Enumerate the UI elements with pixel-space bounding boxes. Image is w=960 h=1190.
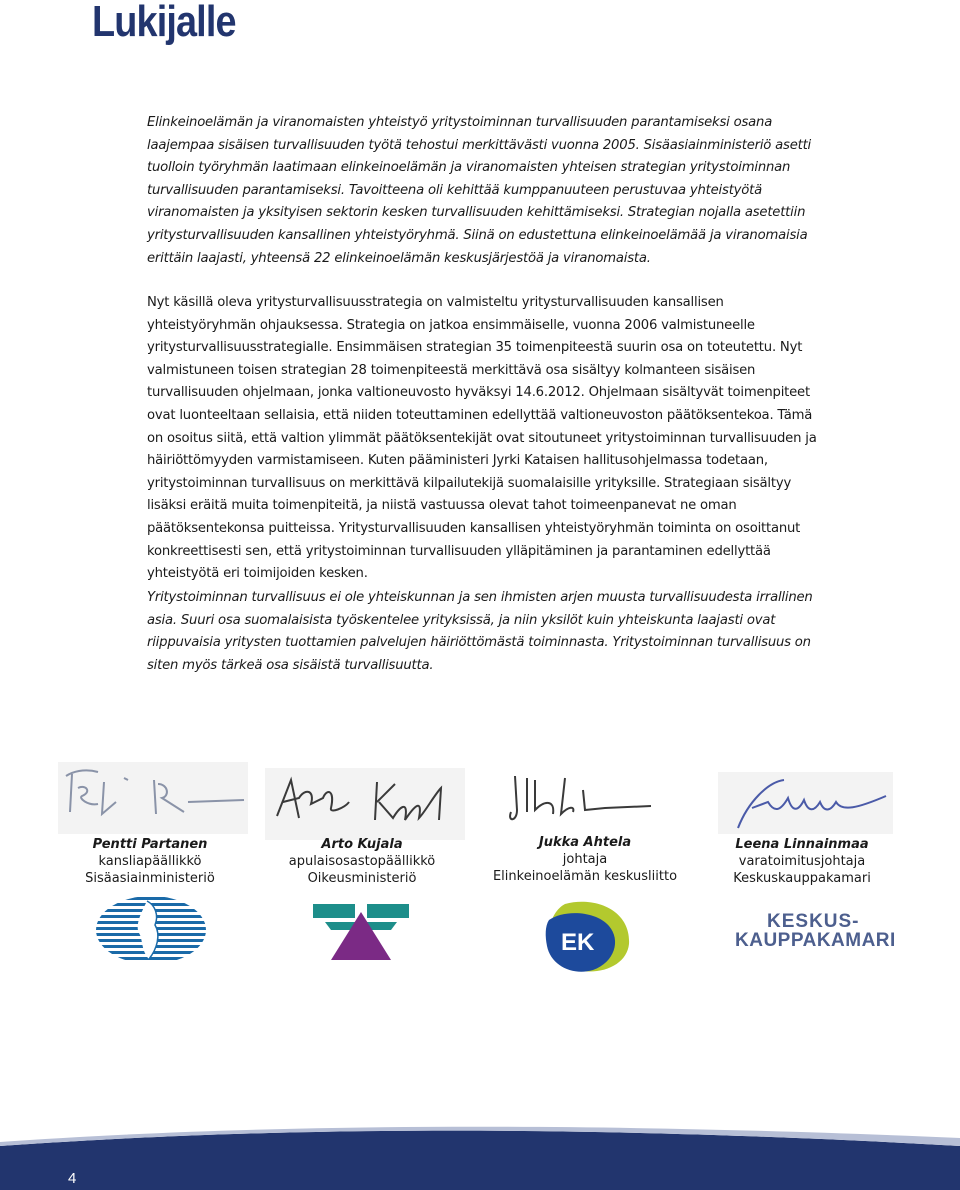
signatory-role: johtaja: [562, 852, 608, 867]
signature-linnainmaa: [718, 772, 893, 834]
signatory-org: Elinkeinoelämän keskusliitto: [492, 869, 678, 884]
paragraph-intro: Elinkeinoelämän ja viranomaisten yhteistyö yritystoiminnan turvallisuuden parantamiseksi osana laajempaa sisäisen turvallisuuden työtä tehostui merkittävästi vuonna 2005. Sisäasiainministeriö asetti tuolloin työryhmän laatimaan elinkeinoelämän ja viranomaisten yhteisen strategian yritystoiminnan turvallisuuden parantamiseksi. Tavoitteena oli kehittää kumppanuuteen perustuvaa yhteistyötä viranomaisten ja yksityisen sektorin kesken turvallisuuden kehittämiseksi. Strategian nojalla asetettiin yritysturvallisuuden kansallinen yhteistyöryhmä. Siinä on edustettuna elinkeinoelämää ja viranomaisia erittäin laajasti, yhteensä 22 elinkeinoelämän keskusjärjestöä ja viranomaista.: [147, 115, 812, 266]
sisaasiainministerio-logo: [95, 895, 207, 965]
oikeusministerio-logo: [305, 900, 417, 962]
signatory-role: varatoimitusjohtaja: [738, 854, 866, 869]
signatory-linnainmaa: [702, 836, 902, 887]
keskus-logo-line1: KESKUS-: [767, 911, 860, 932]
keskuskauppakamari-logo: [735, 912, 896, 950]
page-number: 4: [68, 1170, 77, 1187]
signatory-org: Oikeusministeriö: [307, 871, 417, 886]
signatory-role: kansliapäällikkö: [98, 854, 202, 869]
signatory-name: Leena Linnainmaa: [735, 837, 869, 852]
ek-logo: [545, 900, 631, 976]
signatory-name: Pentti Partanen: [92, 837, 208, 852]
paragraph-strategy: Nyt käsillä oleva yritysturvallisuusstrategia on valmisteltu yritysturvallisuuden kansallisen yhteistyöryhmän ohjauksessa. Strategia on jatkoa ensimmäiselle, vuonna 2006 valmistuneelle yritysturvallisuusstrategialle. Ensimmäisen strategian 35 toimenpiteestä suurin osa on toteutettu. Nyt valmistuneen toisen strategian 28 toimenpiteestä merkittävä osa sisältyy kolmanteen sisäisen turvallisuuden ohjelmaan, jonka valtioneuvosto hyväksyi 14.6.2012. Ohjelmaan sisältyvät toimenpiteet ovat luonteeltaan sellaisia, että niiden toteuttaminen edellyttää valtioneuvoston päätöksentekoa. Tämä on osoitus siitä, että valtion ylimmät päätöksentekijät ovat sitoutuneet yritystoiminnan turvallisuuden ja häiriöttömyyden varmistamiseen. Kuten pääministeri Jyrki Kataisen hallitusohjelmassa todetaan, yritystoiminnan turvallisuus on merkittävä kilpailutekijä suomalaisille yrityksille. Strategiaan sisältyy lisäksi eräitä muita toimenpiteitä, ja niistä vastuussa olevat tahot toimeenpanevat ne oman päätöksentekonsa puitteissa. Yritysturvallisuuden kansallisen yhteistyöryhmän toiminta on osoittanut konkreettisesti sen, että yritystoiminnan turvallisuuden ylläpitäminen ja parantaminen edellyttää yhteistyötä eri toimijoiden kesken.: [147, 295, 817, 582]
footer-band: [0, 1118, 960, 1190]
keskus-logo-line2: KAUPPAKAMARI: [735, 930, 896, 951]
signature-ahtela: [505, 770, 655, 836]
signatory-partanen: [50, 836, 250, 887]
signatory-kujala: [262, 836, 462, 887]
signatory-org: Sisäasiainministeriö: [85, 871, 215, 886]
page-title: Lukijalle: [92, 0, 236, 46]
signatory-role: apulaisosastopäällikkö: [288, 854, 436, 869]
paragraph-conclusion: Yritystoiminnan turvallisuus ei ole yhteiskunnan ja sen ihmisten arjen muusta turvallisuudesta irrallinen asia. Suuri osa suomalaisista työskentelee yrityksissä, ja niin yksilöt kuin yhteiskunta laajasti ovat riippuvaisia yritysten tuottamien palvelujen häiriöttömästä toiminnasta. Yritystoiminnan turvallisuus on siten myös tärkeä osa sisäistä turvallisuutta.: [147, 590, 813, 673]
signatory-ahtela: [485, 834, 685, 885]
ek-logo-text: EK: [561, 929, 595, 956]
signature-partanen: [58, 762, 248, 834]
signature-kujala: [265, 768, 465, 840]
signatory-org: Keskuskauppakamari: [733, 871, 871, 886]
signatory-name: Jukka Ahtela: [538, 835, 632, 850]
signatory-name: Arto Kujala: [321, 837, 403, 852]
